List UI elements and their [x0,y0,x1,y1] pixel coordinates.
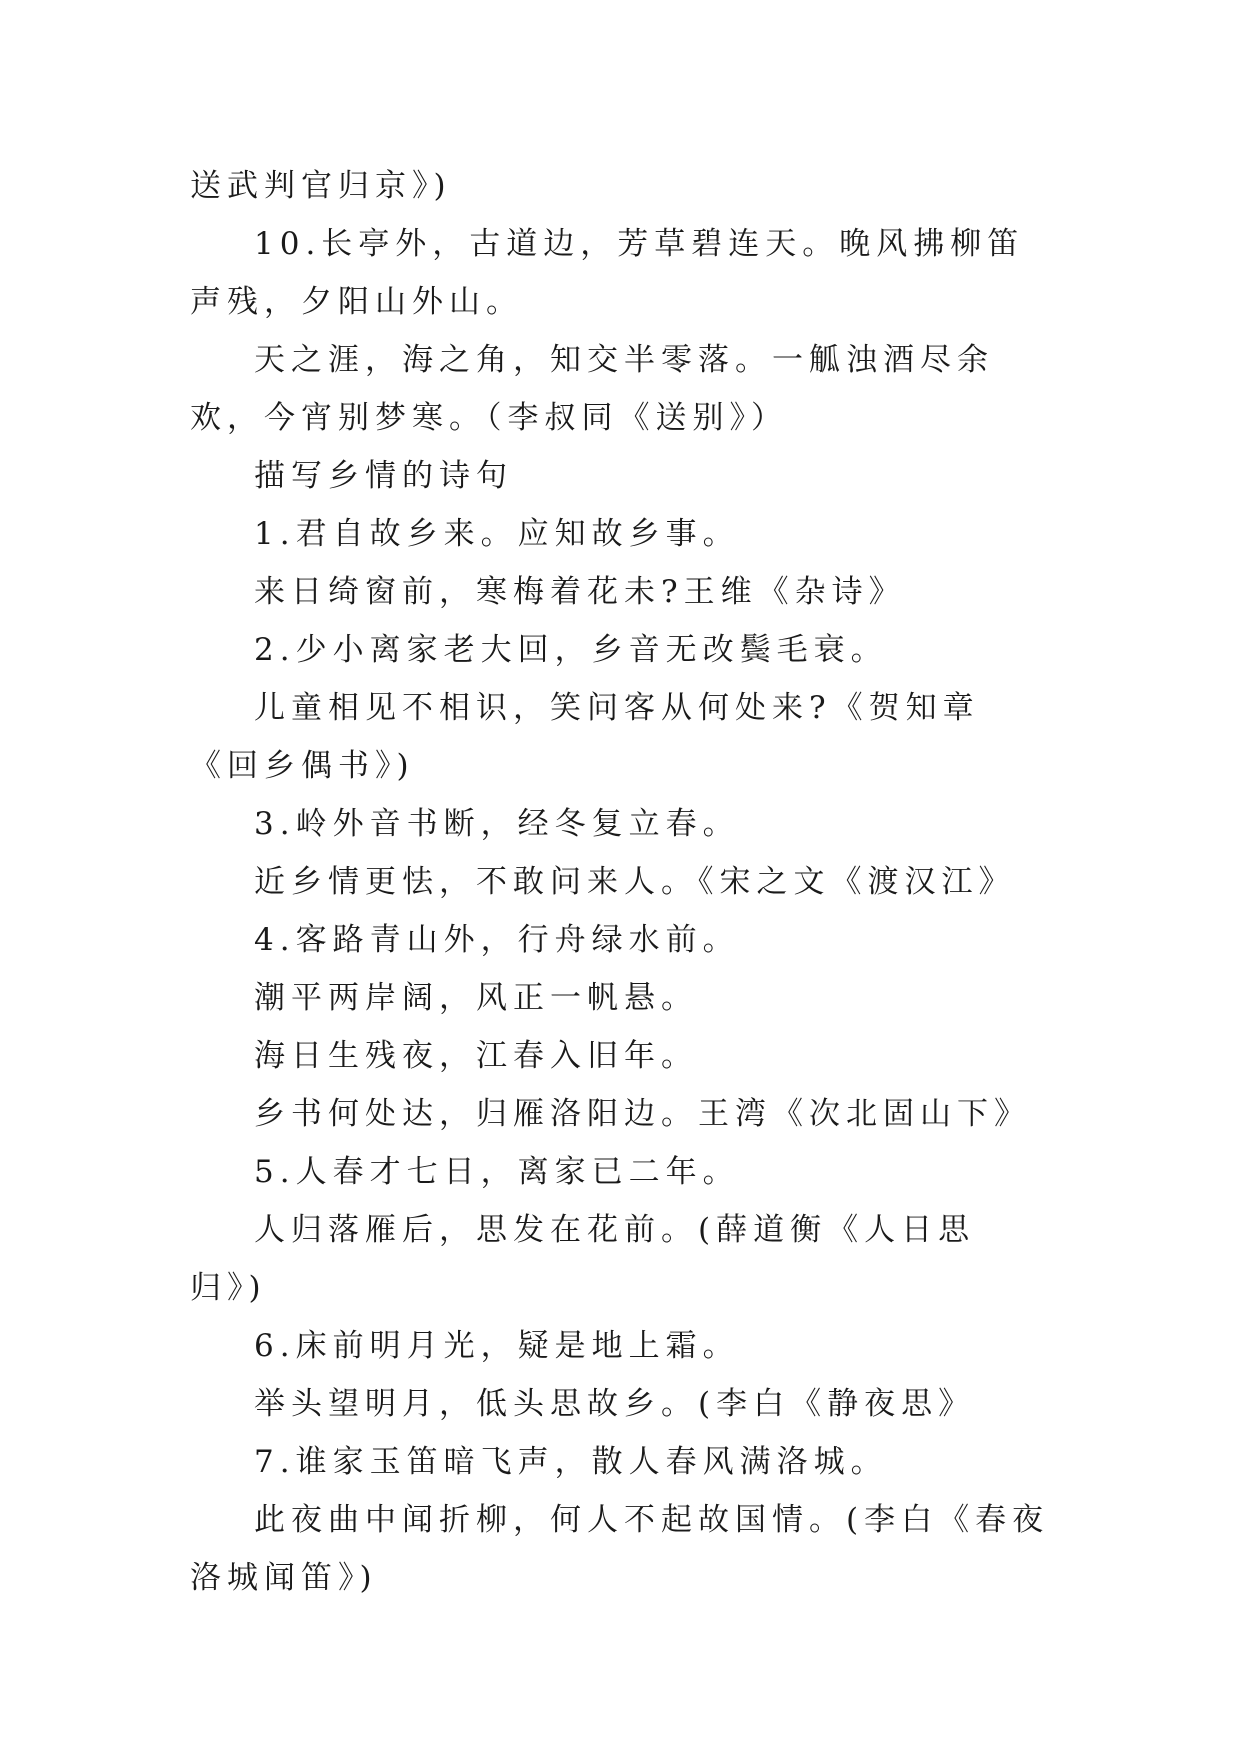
paragraph: 举头望明月，低头思故乡。(李白《静夜思》 [254,1386,976,1422]
paragraph: 儿童相见不相识，笑问客从何处来?《贺知章《回乡偶书》) [190,690,980,784]
paragraph: 乡书何处达，归雁洛阳边。王湾《次北固山下》 [254,1096,1031,1132]
paragraph: 潮平两岸阔，风正一帆悬。 [254,980,698,1016]
paragraph: 6.床前明月光，疑是地上霜。 [254,1328,740,1364]
paragraph: 近乡情更怯，不敢问来人。《宋之文《渡汉江》 [254,864,1016,900]
paragraph: 2.少小离家老大回，乡音无改鬓毛衰。 [254,632,888,668]
paragraph: 此夜曲中闻折柳，何人不起故国情。(李白《春夜洛城闻笛》) [190,1502,1050,1596]
paragraph: 3.岭外音书断，经冬复立春。 [254,806,740,842]
paragraph: 人归落雁后，思发在花前。(薛道衡《人日思归》) [190,1212,976,1306]
paragraph: 7.谁家玉笛暗飞声，散人春风满洛城。 [254,1444,888,1480]
paragraph: 10.长亭外，古道边，芳草碧连天。晚风拂柳笛声残，夕阳山外山。 [190,226,1025,320]
section-heading: 描写乡情的诗句 [254,458,513,494]
paragraph: 5.人春才七日，离家已二年。 [254,1154,740,1190]
paragraph: 海日生残夜，江春入旧年。 [254,1038,698,1074]
paragraph: 天之涯，海之角，知交半零落。一觚浊酒尽余欢，今宵别梦寒。（李叔同《送别》） [190,342,994,436]
document-body [190,157,1050,1607]
paragraph: 4.客路青山外，行舟绿水前。 [254,922,740,958]
paragraph: 1.君自故乡来。应知故乡事。 [254,516,740,552]
paragraph: 来日绮窗前，寒梅着花未?王维《杂诗》 [254,574,906,610]
paragraph-continuation: 送武判官归京》) [190,168,452,204]
